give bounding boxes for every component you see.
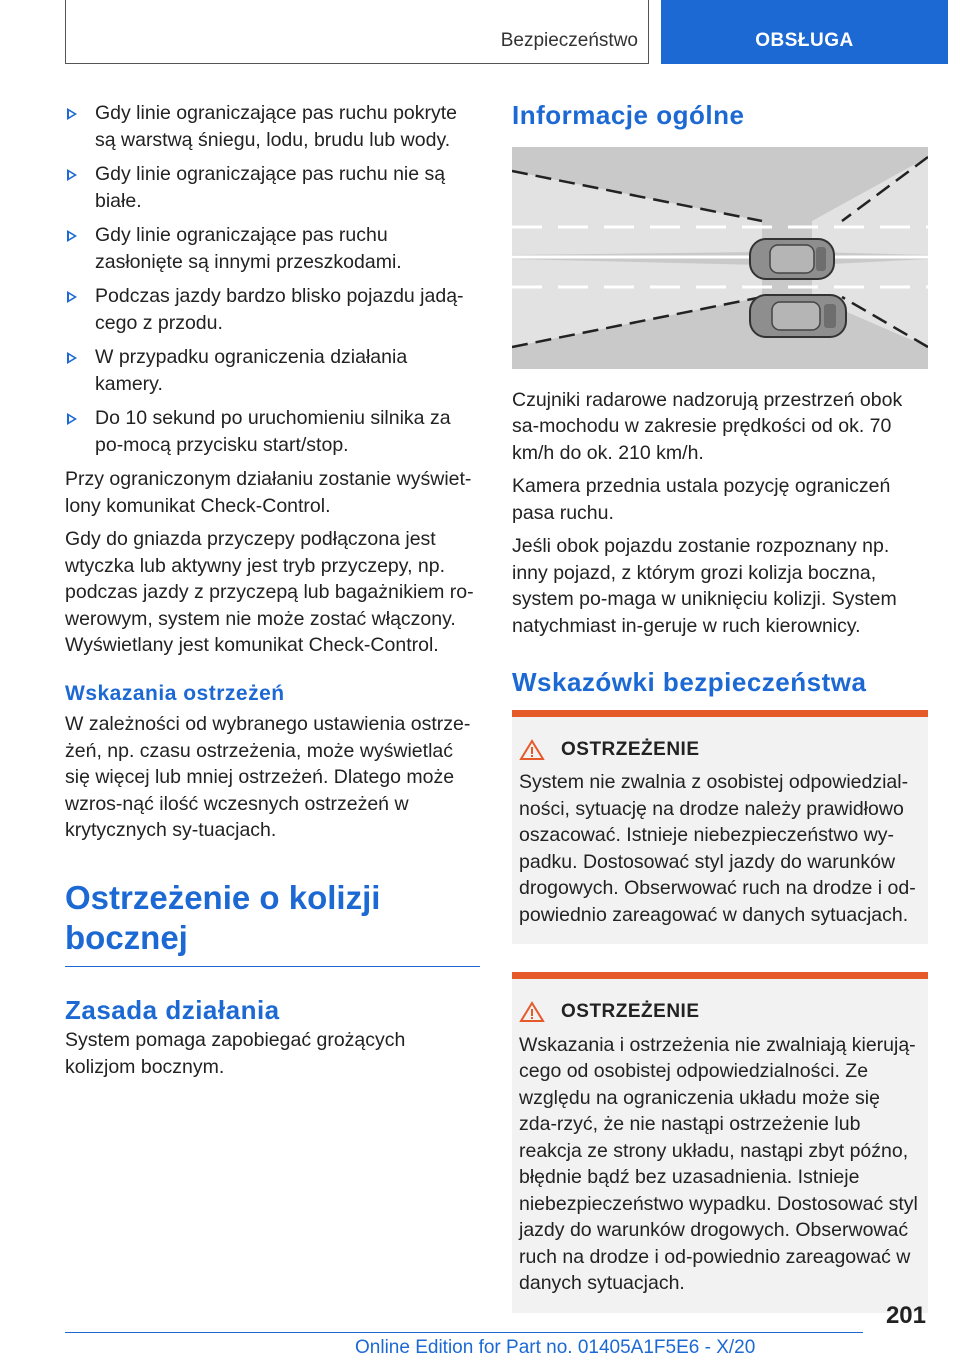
list-item: Podczas jazdy bardzo blisko pojazdu jadą-cego z przodu. bbox=[65, 283, 480, 336]
principle-heading: Zasada działania bbox=[65, 994, 280, 1025]
warning-text: System nie zwalnia z osobistej odpowiedzial-ności, sytuację na drodze należy prawidłowo oszacować. Istnieje niebezpieczeństwo wy-padku. Dostosować styl jazdy do warunków drogowych. Obserwować ruch na drodze i od-powiednio zareagować w danych sytuacjach. bbox=[519, 771, 916, 926]
list-item: Gdy linie ograniczające pas ruchu nie są białe. bbox=[65, 161, 480, 214]
warning-title: OSTRZEŻENIE bbox=[519, 999, 921, 1026]
triangle-bullet-icon bbox=[67, 413, 77, 425]
warning-text: Wskazania i ostrzeżenia nie zwalniają kierują-cego od osobistej odpowiedzialności. Ze względu na ograniczenia układu może się zda-rzyć, że nie nastąpi ostrzeżenie lub reakcja ze strony układu, nastąpi zbyt późno, błędnie bądź bez uzasadnienia. Istnieje niebezpieczeństwo wypadku. Dostosować styl jazdy do warunków drogowych. Obserwować ruch na drodze i od-powiednio zareagować w danych sytuacjach. bbox=[519, 1033, 918, 1294]
chapter-title: Ostrzeżenie o kolizji bocznej bbox=[65, 878, 480, 967]
paragraph: Kamera przednia ustala pozycję ograniczeń pasa ruchu. bbox=[512, 475, 891, 524]
car-icon bbox=[750, 239, 834, 279]
right-column bbox=[512, 100, 928, 1341]
general-heading: Informacje ogólne bbox=[512, 100, 745, 130]
paragraph: System pomaga zapobiegać grożących kolizjom bocznym. bbox=[65, 1029, 406, 1078]
left-column bbox=[65, 100, 480, 1087]
chapter-tab[interactable]: OBSŁUGA bbox=[661, 0, 948, 64]
warning-box bbox=[512, 972, 928, 1313]
list-item: W przypadku ograniczenia działania kamery. bbox=[65, 344, 480, 397]
paragraph: W zależności od wybranego ustawienia ostrze-żeń, np. czasu ostrzeżenia, może wyświetlać się więcej lub mniej ostrzeżeń. Dlatego może wzros-nąć ilość wczesnych ostrzeżeń w krytycznych sy-tuacjach. bbox=[65, 713, 471, 841]
edition-footer: Online Edition for Part no. 01405A1F5E6 - X/20 bbox=[355, 1337, 756, 1358]
paragraph: Przy ograniczonym działaniu zostanie wyświet-lony komunikat Check-Control. bbox=[65, 468, 472, 517]
warning-triangle-icon bbox=[519, 1001, 545, 1023]
warning-triangle-icon bbox=[519, 739, 545, 761]
list-item: Gdy linie ograniczające pas ruchu zasłonięte są innymi przeszkodami. bbox=[65, 222, 480, 275]
triangle-bullet-icon bbox=[67, 108, 77, 120]
safety-heading: Wskazówki bezpieczeństwa bbox=[512, 667, 867, 697]
list-item: Do 10 sekund po uruchomieniu silnika za po-mocą przycisku start/stop. bbox=[65, 405, 480, 458]
footer-divider bbox=[65, 1332, 863, 1333]
triangle-bullet-icon bbox=[67, 169, 77, 181]
warning-title: OSTRZEŻENIE bbox=[519, 737, 921, 764]
paragraph: Czujniki radarowe nadzorują przestrzeń obok sa-mochodu w zakresie prędkości od ok. 70 km/h do ok. 210 km/h. bbox=[512, 388, 903, 464]
side-collision-illustration bbox=[512, 147, 928, 369]
condition-list bbox=[65, 100, 480, 458]
paragraph: Jeśli obok pojazdu zostanie rozpoznany np. inny pojazd, z którym grozi kolizja boczna, system po-maga w uniknięciu kolizji. System natychmiast in-geruje w ruch kierownicy. bbox=[512, 535, 897, 637]
triangle-bullet-icon bbox=[67, 291, 77, 303]
car-icon bbox=[750, 295, 846, 337]
section-title: Bezpieczeństwo bbox=[500, 30, 638, 51]
page-number: 201 bbox=[885, 1302, 926, 1329]
warnings-heading: Wskazania ostrzeżeń bbox=[65, 681, 285, 705]
list-item: Gdy linie ograniczające pas ruchu pokryte są warstwą śniegu, lodu, brudu lub wody. bbox=[65, 100, 480, 153]
triangle-bullet-icon bbox=[67, 230, 77, 242]
warning-box bbox=[512, 710, 928, 945]
paragraph: Gdy do gniazda przyczepy podłączona jest wtyczka lub aktywny jest tryb przyczepy, np. podczas jazdy z przyczepą lub bagażnikiem ro-werowym, system nie może zostać włączony. Wyświetlany jest komunikat Check-Control. bbox=[65, 528, 474, 656]
triangle-bullet-icon bbox=[67, 352, 77, 364]
